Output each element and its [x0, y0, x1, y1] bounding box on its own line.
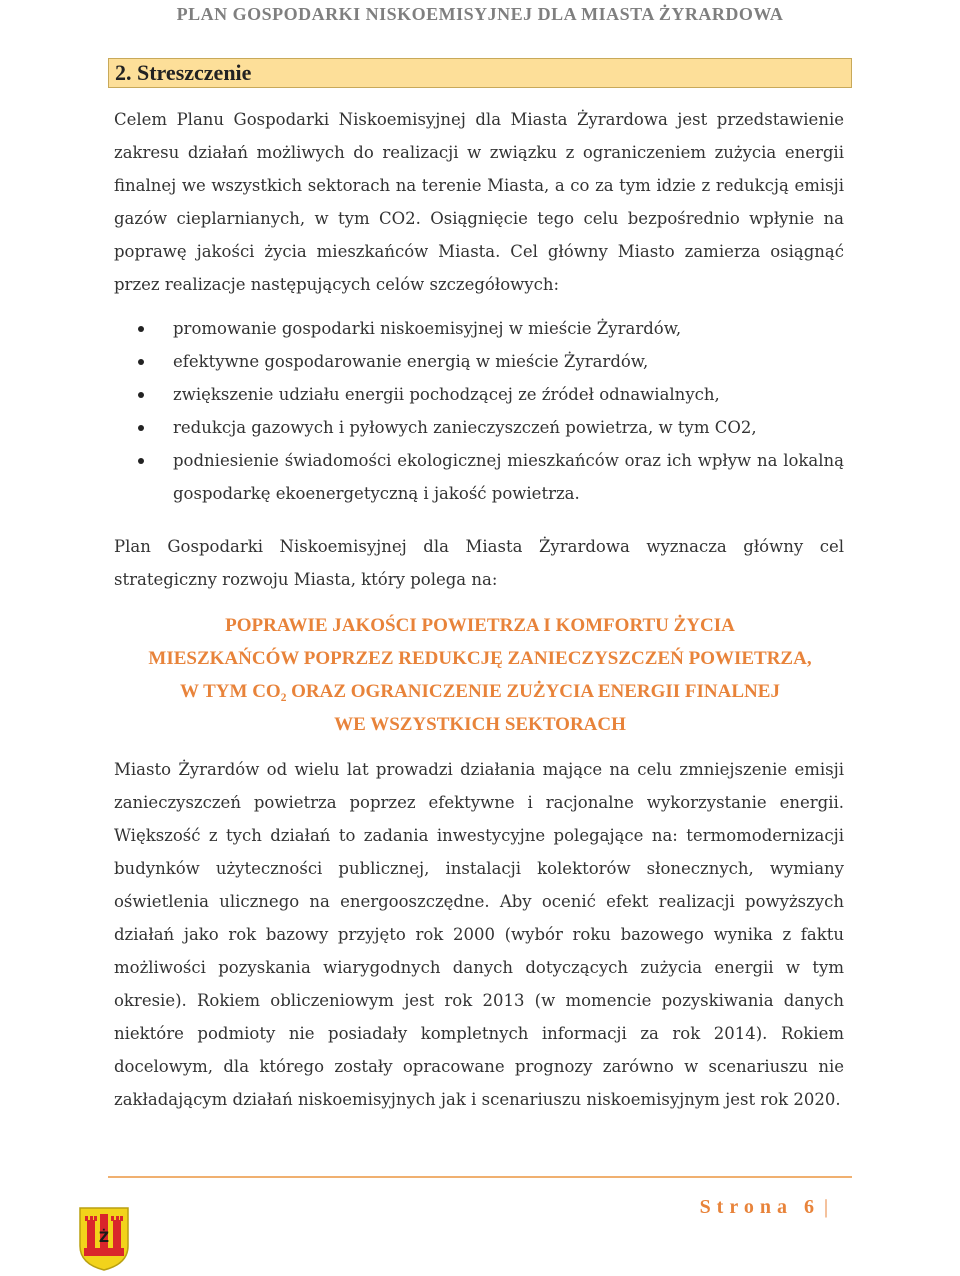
list-item-text: efektywne gospodarowanie energią w mieście Żyrardów,: [173, 352, 649, 371]
highlight-line-2: MIESZKAŃCÓW POPRZEZ REDUKCJĘ ZANIECZYSZCZEŃ POWIETRZA,: [148, 648, 812, 669]
list-item-text: redukcja gazowych i pyłowych zanieczyszczeń powietrza, w tym CO2,: [173, 418, 757, 437]
zyrardow-coat-of-arms-icon: [78, 1206, 130, 1272]
actions-paragraph: Miasto Żyrardów od wielu lat prowadzi działania mające na celu zmniejszenie emisji zanieczyszczeń powietrza poprzez efektywne i racjonalne wykorzystanie energii. Większość z tych działań to zadania inwestycyjne polegające na: termomodernizacji budynków użyteczności publicznej, instalacji kolektorów słonecznych, wymiany oświetlenia ulicznego na energooszczędne. Aby ocenić efekt realizacji powyższych działań jako rok bazowy przyjęto rok 2000 (wybór roku bazowego wynika z faktu możliwości pozyskania wiarygodnych danych dotyczących zużycia energii w tym okresie). Rokiem obliczeniowym jest rok 2013 (w momencie pozyskiwania danych niektóre podmioty nie posiadały kompletnych informacji za rok 2014). Rokiem docelowym, dla którego zostały opracowane prognozy zarówno w scenariuszu nie zakładającym działań niskoemisyjnych jak i scenariuszu niskoemisyjnym jest rok 2020.: [114, 760, 844, 1109]
goals-list: [136, 312, 844, 510]
page-number: [700, 1196, 828, 1219]
list-item-text: zwiększenie udziału energii pochodzącej ze źródeł odnawialnych,: [173, 385, 720, 404]
page-header: PLAN GOSPODARKI NISKOEMISYJNEJ DLA MIASTA ŻYRARDOWA: [176, 4, 784, 24]
bullet-icon: [138, 326, 144, 332]
list-item-text: promowanie gospodarki niskoemisyjnej w mieście Żyrardów,: [173, 319, 682, 338]
bullet-icon: [138, 425, 144, 431]
list-item: [136, 411, 844, 444]
list-item: [136, 345, 844, 378]
page-separator: |: [823, 1196, 828, 1218]
list-item: [136, 312, 844, 345]
footer-divider: [108, 1176, 852, 1178]
section-title: 2. Streszczenie: [108, 58, 852, 88]
bullet-icon: [138, 458, 144, 464]
list-item: [136, 378, 844, 411]
intro-paragraph: Celem Planu Gospodarki Niskoemisyjnej dla Miasta Żyrardowa jest przedstawienie zakresu działań możliwych do realizacji w związku z ograniczeniem zużycia energii finalnej we wszystkich sektorach na terenie Miasta, a co za tym idzie z redukcją emisji gazów cieplarnianych, w tym CO2. Osiągnięcie tego celu bezpośrednio wpłynie na poprawę jakości życia mieszkańców Miasta. Cel główny Miasto zamierza osiągnąć przez realizacje następujących celów szczegółowych:: [114, 110, 844, 294]
list-item-text: podniesienie świadomości ekologicznej mieszkańców oraz ich wpływ na lokalną gospodarkę ekoenergetyczną i jakość powietrza.: [173, 451, 844, 503]
strategic-paragraph: Plan Gospodarki Niskoemisyjnej dla Miasta Żyrardowa wyznacza główny cel strategiczny rozwoju Miasta, który polega na:: [114, 537, 844, 589]
bullet-icon: [138, 359, 144, 365]
logo-letter: Ż: [98, 1230, 110, 1246]
bullet-icon: [138, 392, 144, 398]
strategic-goal-highlight: [108, 609, 852, 741]
highlight-line-1: POPRAWIE JAKOŚCI POWIETRZA I KOMFORTU ŻYCIA: [225, 615, 735, 636]
highlight-line-3: W TYM CO₂ ORAZ OGRANICZENIE ZUŻYCIA ENERGII FINALNEJ: [180, 681, 780, 702]
highlight-line-4: WE WSZYSTKICH SEKTORACH: [334, 714, 626, 735]
page-label: Strona 6: [699, 1196, 820, 1218]
list-item: [136, 444, 844, 510]
